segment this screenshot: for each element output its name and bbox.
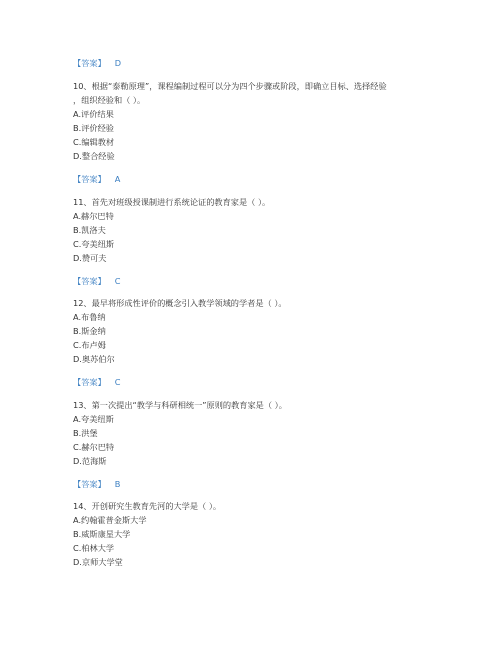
- answer-line: [73, 174, 120, 185]
- option-d: D.京师大学堂: [73, 557, 123, 567]
- option-d: D.赞可夫: [73, 253, 107, 263]
- question-12-line-1: 12、最早将形成性评价的概念引入教学领域的学者是（ ）。: [73, 298, 287, 308]
- option-c: C.布卢姆: [73, 340, 106, 350]
- option-c: C.赫尔巴特: [73, 442, 115, 452]
- option-b: B.凯洛夫: [73, 225, 106, 235]
- question-13-line-1: 13、第一次提出“教学与科研相统一”原则的教育家是（ ）。: [73, 400, 287, 410]
- question-10-line-1: 10、根据“泰勒原理”，课程编制过程可以分为四个步骤或阶段，即确立目标、选择经验: [73, 81, 387, 91]
- option-b: B.评价经验: [73, 123, 114, 133]
- option-a: A.布鲁纳: [73, 312, 106, 322]
- answer-line: [73, 58, 121, 69]
- option-c: C.编辑教材: [73, 137, 115, 147]
- option-b: B.洪堡: [73, 428, 98, 438]
- option-b: B.斯金纳: [73, 326, 106, 336]
- answer-value: B: [114, 479, 121, 489]
- option-a: A.约翰霍普金斯大学: [73, 515, 147, 525]
- question-14-line-1: 14、开创研究生教育先河的大学是（ ）。: [73, 501, 222, 511]
- option-c: C.柏林大学: [73, 543, 115, 553]
- answer-value: C: [114, 276, 121, 286]
- answer-line: [73, 276, 120, 287]
- option-d: D.整合经验: [73, 151, 115, 161]
- answer-label: 【答案】: [73, 276, 106, 286]
- answer-label: 【答案】: [73, 58, 106, 68]
- answer-value: C: [114, 377, 121, 387]
- option-a: A.评价结果: [73, 109, 114, 119]
- answer-value: D: [114, 58, 122, 68]
- option-a: A.夸美纽斯: [73, 414, 114, 424]
- question-10-line-2: ，组织经验和（ ）。: [73, 95, 146, 105]
- option-d: D.范海斯: [73, 456, 107, 466]
- answer-line: [73, 377, 120, 388]
- option-a: A.赫尔巴特: [73, 211, 114, 221]
- option-b: B.威斯康星大学: [73, 529, 131, 539]
- question-11-line-1: 11、首先对班级授课制进行系统论证的教育家是（ ）。: [73, 197, 271, 207]
- answer-value: A: [114, 174, 121, 184]
- option-c: C.夸美纽斯: [73, 239, 115, 249]
- answer-label: 【答案】: [73, 479, 106, 489]
- answer-line: [73, 479, 120, 490]
- answer-label: 【答案】: [73, 174, 106, 184]
- option-d: D.奥苏伯尔: [73, 354, 115, 364]
- answer-label: 【答案】: [73, 377, 106, 387]
